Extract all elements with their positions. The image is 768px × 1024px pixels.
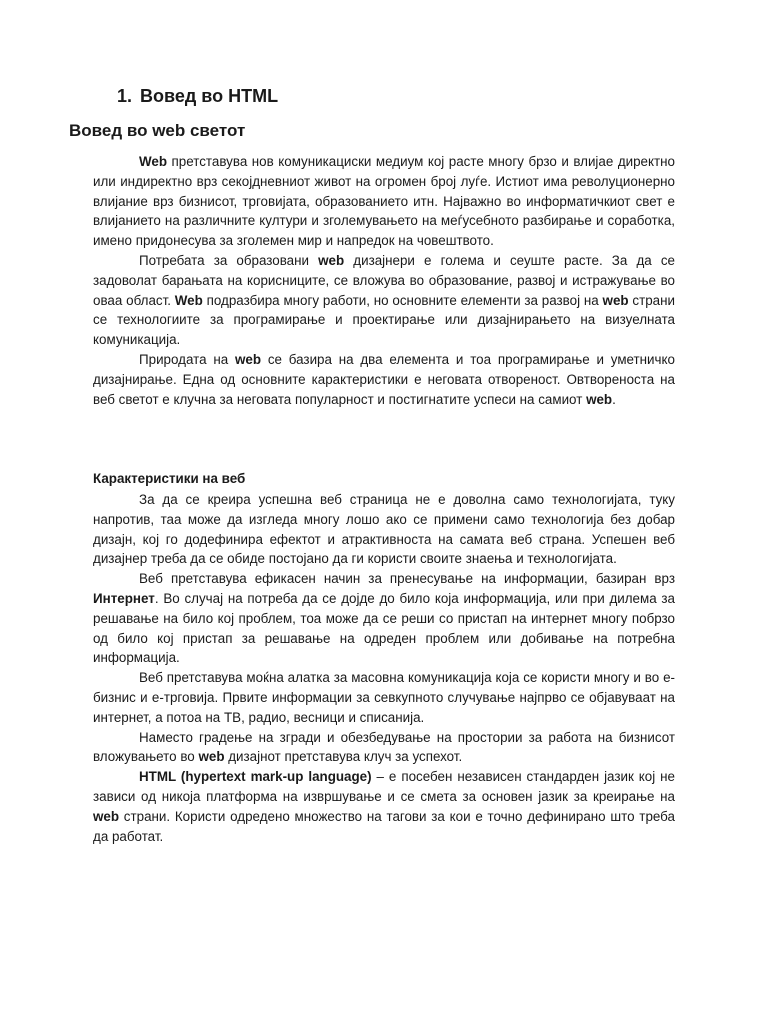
- paragraph: Веб претставува моќна алатка за масовна комуникација која се користи многу и во е-бизнис и е-трговија. Првите информации за севкупното случување најпрво се објавуваат на интернет, а потоа на ТВ, радио, весници и списанија.: [93, 670, 675, 725]
- bold-term: web: [234, 351, 262, 367]
- paragraph: [93, 767, 675, 846]
- bold-term: web: [586, 391, 613, 407]
- section-intro-body: [93, 152, 675, 409]
- paragraph-text: Природата на: [139, 351, 235, 367]
- paragraph-text: дизајнери е голема и сеуште расте. За да се задоволат барањата на корисниците, се вложува во образование, развој и истражување во оваа област.: [93, 252, 675, 308]
- paragraph-text: страни. Користи одредено множество на тагови за кои е точно дефинирано што треба да работат.: [93, 808, 675, 844]
- paragraph-text: подразбира многу работи, но основните елементи за развој на: [202, 292, 603, 308]
- chapter-title: Вовед во HTML: [140, 86, 279, 106]
- bold-term: Интернет: [93, 590, 155, 606]
- paragraph: За да се креира успешна веб страница не е доволна само технологијата, туку напротив, таа може да изгледа многу лошо ако се примени само технологија без добар дизајн, кој го додефинира ефектот и атрактивноста на самата веб страна. Успешен веб дизајнер треба да се обиде постојано да ги користи своите знаења и технологијата.: [93, 492, 675, 567]
- paragraph: [93, 152, 675, 251]
- chapter-number: 1.: [117, 86, 133, 106]
- characteristics-body: [93, 490, 675, 846]
- paragraph-text: . Во случај на потреба да се дојде до било која информација, или при дилема за решавање на било кој проблем, тоа може да се реши со пристап на интернет многу побрзо од било кој пристап за решавање на одреден проблем или добивање на потребна информација.: [93, 590, 675, 666]
- paragraph: [93, 251, 675, 350]
- bold-term: web: [318, 252, 345, 268]
- bold-term: HTML (hypertext mark-up language): [139, 769, 372, 785]
- bold-term: Web: [139, 154, 168, 169]
- paragraph-text: .: [612, 391, 616, 407]
- chapter-heading: [117, 86, 278, 107]
- bold-term: Web: [174, 292, 203, 308]
- paragraph: [93, 728, 675, 768]
- paragraph: [93, 350, 675, 409]
- subsection-heading: Карактеристики на веб: [93, 471, 246, 486]
- bold-term: web: [93, 808, 120, 824]
- section-heading: Вовед во web светот: [69, 121, 246, 140]
- paragraph-text: Потребата за образовани: [139, 252, 319, 268]
- paragraph: [93, 569, 675, 668]
- paragraph-text: страни се технологиите за програмирање и проектирање или дизајнирањето на визуелната комуникација.: [93, 292, 675, 348]
- bold-term: web: [198, 749, 225, 765]
- paragraph-text: Веб претставува ефикасен начин за пренесување на информации, базиран врз: [139, 571, 675, 587]
- paragraph-text: претставува нов комуникациски медиум кој расте многу брзо и влијае директно или индиректно врз секојдневниот живот на огромен број луѓе. Истиот има револуционерно влијание врз бизнисот, трговијата, образованието итн. Најважно во информатичкиот свет е влијанието на различните култури и зголемувањето на меѓусебното разбирање и соработка, имено придонесува за зголемен мир и напредок на човештвото.: [93, 154, 675, 249]
- paragraph-text: се базира на два елемента и тоа програмирање и уметничко дизајнирање. Една од основните карактеристики е неговата отвореност. Овтвореноста на веб светот е клучна за неговата популарност и постигнатите успеси на самиот: [93, 351, 675, 407]
- paragraph-text: Наместо градење на згради и обезбедување на простории за работа на бизнисот вложувањето во: [93, 729, 675, 765]
- paragraph-text: – е посебен независен стандарден јазик кој не зависи од никоја платформа на извршување и се смета за основен јазик за креирање на: [93, 769, 675, 804]
- bold-term: web: [602, 292, 629, 308]
- paragraph-text: дизајнот претставува клуч за успехот.: [224, 749, 463, 765]
